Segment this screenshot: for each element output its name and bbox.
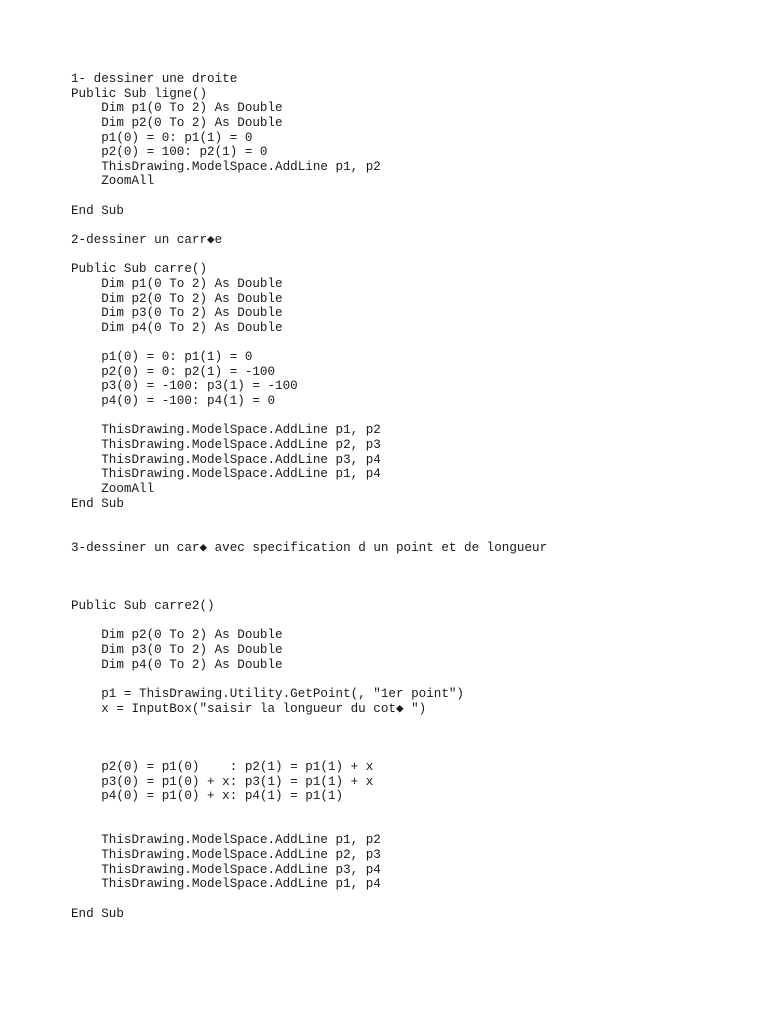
code-line: p2(0) = p1(0) : p2(1) = p1(1) + x (71, 760, 374, 775)
code-line: x = InputBox("saisir la longueur du cot◆ ") (71, 701, 427, 716)
code-line (71, 614, 761, 629)
code-line: p1 = ThisDrawing.Utility.GetPoint(, "1er point") (71, 686, 464, 701)
code-line: End Sub (71, 203, 124, 218)
code-line (71, 555, 761, 570)
code-line: ZoomAll (71, 174, 155, 189)
code-line (71, 804, 761, 819)
code-line (71, 511, 761, 526)
code-line: Dim p2(0 To 2) As Double (71, 115, 283, 130)
code-line: Dim p4(0 To 2) As Double (71, 657, 283, 672)
code-line: p1(0) = 0: p1(1) = 0 (71, 350, 253, 365)
code-line (71, 819, 761, 834)
code-line (71, 248, 761, 263)
code-line: Public Sub carre2() (71, 599, 215, 614)
code-line (71, 731, 761, 746)
code-line: ThisDrawing.ModelSpace.AddLine p3, p4 (71, 862, 381, 877)
code-line: p2(0) = 100: p2(1) = 0 (71, 145, 268, 160)
code-line (71, 672, 761, 687)
code-line (71, 745, 761, 760)
code-line: ThisDrawing.ModelSpace.AddLine p2, p3 (71, 438, 381, 453)
code-line: End Sub (71, 496, 124, 511)
code-line: ThisDrawing.ModelSpace.AddLine p1, p2 (71, 159, 381, 174)
code-line: ThisDrawing.ModelSpace.AddLine p1, p2 (71, 833, 381, 848)
code-line: Dim p1(0 To 2) As Double (71, 276, 283, 291)
code-line: p2(0) = 0: p2(1) = -100 (71, 364, 276, 379)
code-line: Dim p3(0 To 2) As Double (71, 306, 283, 321)
code-line: Dim p1(0 To 2) As Double (71, 101, 283, 116)
code-line: 2-dessiner un carr◆e (71, 233, 223, 248)
code-line: ZoomAll (71, 481, 155, 496)
code-line: Dim p2(0 To 2) As Double (71, 291, 283, 306)
code-line (71, 189, 761, 204)
code-line: Dim p4(0 To 2) As Double (71, 320, 283, 335)
code-line: 3-dessiner un car◆ avec specification d un point et de longueur (71, 540, 548, 555)
code-line (71, 892, 761, 907)
code-line (71, 584, 761, 599)
document-page (71, 72, 761, 921)
code-line: ThisDrawing.ModelSpace.AddLine p1, p4 (71, 467, 381, 482)
code-line: Dim p3(0 To 2) As Double (71, 642, 283, 657)
code-line: ThisDrawing.ModelSpace.AddLine p3, p4 (71, 452, 381, 467)
code-line (71, 526, 761, 541)
code-line: Public Sub ligne() (71, 86, 208, 101)
code-line: ThisDrawing.ModelSpace.AddLine p1, p2 (71, 423, 381, 438)
code-line (71, 716, 761, 731)
code-line: 1- dessiner une droite (71, 72, 238, 86)
code-line: p3(0) = -100: p3(1) = -100 (71, 379, 298, 394)
code-line: End Sub (71, 906, 124, 921)
code-line (71, 336, 761, 351)
code-line: Public Sub carre() (71, 262, 208, 277)
code-line: p1(0) = 0: p1(1) = 0 (71, 130, 253, 145)
code-line (71, 570, 761, 585)
code-line: p4(0) = p1(0) + x: p4(1) = p1(1) (71, 789, 344, 804)
code-line (71, 218, 761, 233)
code-line (71, 409, 761, 424)
code-line: ThisDrawing.ModelSpace.AddLine p1, p4 (71, 877, 381, 892)
code-line: Dim p2(0 To 2) As Double (71, 628, 283, 643)
code-line: p4(0) = -100: p4(1) = 0 (71, 394, 276, 409)
code-line: ThisDrawing.ModelSpace.AddLine p2, p3 (71, 847, 381, 862)
code-line: p3(0) = p1(0) + x: p3(1) = p1(1) + x (71, 774, 374, 789)
